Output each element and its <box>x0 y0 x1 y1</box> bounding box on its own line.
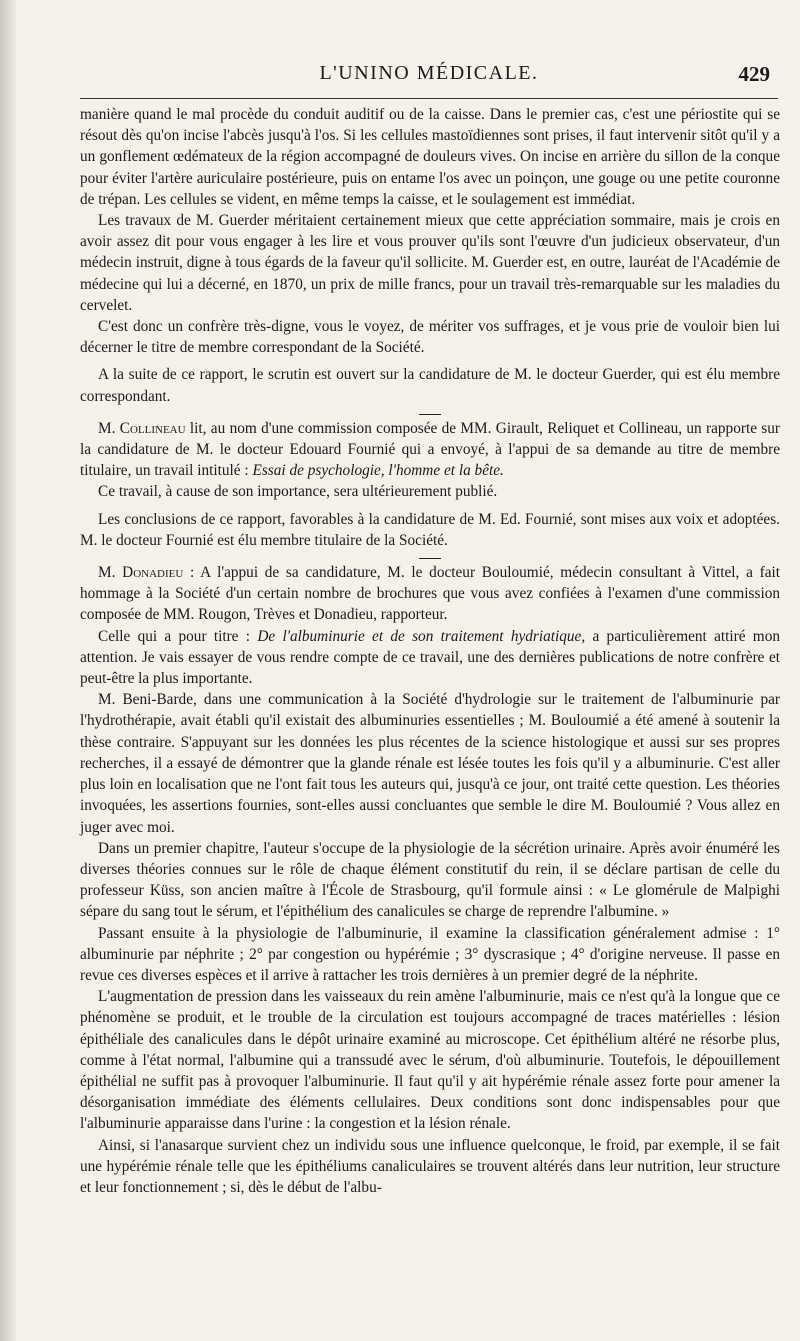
paragraph-publication-note: Ce travail, à cause de son importance, sera ultérieurement publié. <box>98 483 498 501</box>
paragraph-donadieu-report <box>80 562 780 626</box>
page-number: 429 <box>738 62 770 86</box>
speaker-prefix: M. <box>98 564 116 582</box>
work-title: De l'albuminurie et de son traitement hydriatique, <box>257 627 586 645</box>
title-rest: a particulièrement attiré mon attention. Je vais essayer de vous rendre compte de ce travail, une des dernières publications de notre confrère et peut-être la plus importante. <box>80 627 780 688</box>
section-separator <box>419 558 441 559</box>
report-text: : A l'appui de sa candidature, M. le docteur Bouloumié, médecin consultant à Vittel, a fait hommage à la Société d'un certain nombre de brochures que vous avez confiées à l'examen d'une commission composée de MM. Rougon, Trèves et Donadieu, rapporteur. <box>80 564 780 624</box>
speaker-prefix: M. <box>98 419 116 437</box>
paragraph-continuation: manière quand le mal procède du conduit auditif ou de la caisse. Dans le premier cas, c'est une périostite qui se résout dès qu'on incise l'abcès jusqu'à l'os. Si les cellules mastoïdiennes sont prises, il faut intervenir sitôt qu'il y a un gonflement œdémateux de la région accompagné de douleurs vives. On incise en arrière du sillon de la conque pour éviter l'artère auriculaire postérieure, puis on entame l'os avec un poinçon, une gouge ou une petite couronne de trépan. Les cellules se vident, en même temps la caisse, et le soulagement est immédiat. <box>80 106 780 208</box>
paragraph-collineau-report <box>80 418 780 482</box>
report-intro: lit, au nom d'une commission composée de MM. Girault, Reliquet et Collineau, un <box>189 419 702 437</box>
paragraph-vote-fournie: Les conclusions de ce rapport, favorables à la candidature de M. Ed. Fournié, sont mises aux voix et adoptées. M. le docteur Fournié est élu membre titulaire de la Société. <box>80 510 780 549</box>
work-title: Essai de psychologie, l'homme et la bête. <box>252 462 504 480</box>
paragraph-guerder-works: Les travaux de M. Guerder méritaient certainement mieux que cette appréciation sommaire, mais je crois en avoir assez dit pour vous engager à les lire et vous prouver qu'ils sont l'œuvre d'un judicieux observateur, d'un médecin instruit, digne à tous égards de la faveur qu'il sollicite. M. Guerder est, en outre, lauréat de l'Académie de médecine qui lui a décerné, en 1870, un prix de mille francs, pour un travail très-remarquable sur les maladies du cervelet. <box>80 212 780 314</box>
section-separator <box>419 414 441 415</box>
paragraph-physiology: Dans un premier chapitre, l'auteur s'occupe de la physiologie de la sécrétion urinaire. Après avoir énuméré les diverses théories connues sur le rôle de chaque élément constitutif du rein, il se déclare partisan de celle du professeur Küss, son ancien maître à l'École de Strasbourg, qu'il formule ainsi : « Le glomérule de Malpighi sépare du sang tout le sérum, et l'épithélium des canalicules se charge de reprendre l'albumine. » <box>80 839 780 921</box>
paragraph-vote-guerder: A la suite de ce rapport, le scrutin est ouvert sur la candidature de M. le docteur Guerder, qui est élu membre correspondant. <box>80 366 780 405</box>
paragraph-classification: Passant ensuite à la physiologie de l'albuminurie, il examine la classification généralement admise : 1° albuminurie par néphrite ; 2° par congestion ou hypérémie ; 3° dyscrasique ; 4° d'origine nerveuse. Il passe en revue ces diverses espèces et il arrive à rattacher les trois dernières à un premier degré de la néphrite. <box>80 924 780 984</box>
page-body <box>80 104 780 1198</box>
page-header <box>80 58 778 99</box>
paragraph-pressure: L'augmentation de pression dans les vaisseaux du rein amène l'albuminurie, mais ce n'est qu'à la longue que ce phénomène se produit, et le trouble de la circulation est toujours accompagné de traces matérielles : lésion épithéliale des canalicules dans le dépôt urinaire examiné au microscope. Cet épithélium altéré ne résorbe plus, comme à l'état normal, l'albumine qui a transsudé avec le sérum, d'où albuminurie. Toutefois, le dépouillement épithélial ne suffit pas à provoquer l'albuminurie. Il faut qu'il y ait hypérémie rénale assez forte pour amener la désorganisation immédiate des éléments cellulaires. Deux conditions sont donc indispensables pour que l'albuminurie apparaisse dans l'urine : la congestion et la lésion rénale. <box>80 988 780 1133</box>
speaker-name: Collineau <box>119 419 186 437</box>
running-title: L'UNINO MÉDICALE. <box>319 62 539 84</box>
page-binding-edge <box>0 0 16 1341</box>
paragraph-beni-barde: M. Beni-Barde, dans une communication à la Société d'hydrologie sur le traitement de l'albuminurie par l'hydrothérapie, avait établi qu'il existait des albuminuries essentielles ; M. Bouloumié a été amené à soutenir la thèse contraire. S'appuyant sur les données les plus récentes de la science histologique et aussi sur ses propres recherches, il a essayé de démontrer que la glande rénale est lésée toutes les fois qu'il y a albuminurie. C'est aller plus loin en localisation que ne l'ont fait tous les auteurs qui, jusqu'à ce jour, ont traité cette question. Les théories invoquées, les assertions fournies, sont-elles aussi concluantes que semble le dire M. Bouloumié ? Vous allez en juger avec moi. <box>80 691 780 836</box>
paragraph-guerder-conclusion: C'est donc un confrère très-digne, vous le voyez, de mériter vos suffrages, et je vous prie de vouloir bien lui décerner le titre de membre correspondant de la Société. <box>80 318 780 357</box>
title-intro: Celle qui a pour titre : <box>98 627 251 645</box>
paragraph-anasarque: Ainsi, si l'anasarque survient chez un individu sous une influence quelconque, le froid, par exemple, il se fait une hypérémie rénale telle que les épithéliums canaliculaires se trouvent altérés dans leur nutrition, leur structure et leur fonctionnement ; si, dès le début de l'albu- <box>80 1136 780 1196</box>
report-body: rapporte sur la candidature de M. le docteur Edouard Fournié qui a envoyé, à l'appui de sa demande au titre de membre titulaire, un travail intitulé : <box>80 419 780 480</box>
speaker-name: Donadieu <box>122 564 184 582</box>
paragraph-albuminurie-title <box>80 626 780 690</box>
